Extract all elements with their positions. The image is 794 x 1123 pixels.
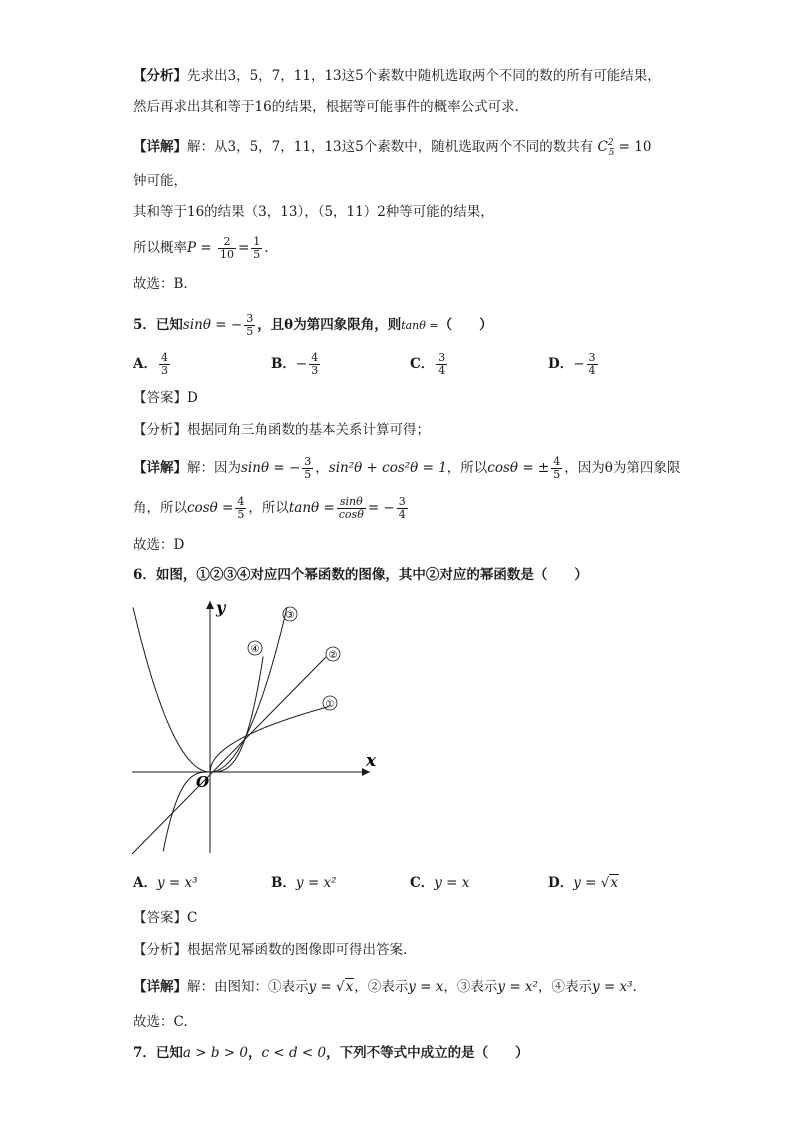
curve-2-line xyxy=(132,657,326,854)
prob-prefix: 所以概率 xyxy=(133,240,187,256)
analysis-text: 【分析】根据同角三角函数的基本关系计算可得； xyxy=(133,422,430,438)
q6-stem-text: 6．如图，①②③④对应四个幂函数的图像，其中②对应的幂函数是（ ） xyxy=(133,567,588,583)
y-axis-arrow xyxy=(206,601,214,609)
answer-text: 【答案】D xyxy=(133,390,198,406)
q6-answer-line xyxy=(133,1012,188,1032)
prob-eq: = xyxy=(237,240,250,256)
q7-stem: 7．已知a > b > 0，c < d < 0，下列不等式中成立的是（ ） xyxy=(133,1045,529,1061)
q6-option-a: A．y = x³ xyxy=(133,875,198,891)
q5-tan-expr: tanθ = xyxy=(401,319,439,332)
q4-analysis-line-2 xyxy=(133,97,528,117)
prob-fraction-2: $\frac{1}{5}$ xyxy=(253,235,261,261)
curve-4-cubic xyxy=(163,657,263,852)
q5-detail-line: 【详解】解：因为sinθ = − $\frac{3}{5}$ ，sin²θ + cos²θ = 1，所以cosθ = ± $\frac{4}{5}$ ，因为θ为第四象限 xyxy=(133,455,681,481)
q5-stem-fraction: $\frac{3}{5}$ xyxy=(246,312,254,338)
prob-symbol: P = xyxy=(187,240,212,256)
curve-2-label: ② xyxy=(328,650,338,661)
detail-tag: 【详解】 xyxy=(133,139,187,155)
q5-option-d: D．− $\frac{3}{4}$ xyxy=(548,351,596,377)
detail-text-3: 其和等于16的结果（3，13），（5，11）2种等可能的结果， xyxy=(133,204,494,220)
q6-analysis xyxy=(133,940,407,960)
detail-tag: 【详解】 xyxy=(133,979,187,995)
analysis-text: 先求出3，5，7，11，13这5个素数中随机选取两个不同的数的所有可能结果， xyxy=(187,68,661,84)
q7-number: 7．已知 xyxy=(133,1045,183,1061)
prob-end: . xyxy=(264,240,269,256)
choice-text: 故选：C. xyxy=(133,1014,188,1030)
q5-paren: （ ） xyxy=(438,317,493,333)
analysis-text: 【分析】根据常见幂函数的图像即可得出答案. xyxy=(133,942,408,958)
q4-detail-line-2 xyxy=(133,171,187,191)
x-axis-label: x xyxy=(366,751,377,771)
q6-stem xyxy=(133,565,588,585)
choice-text: 故选：D xyxy=(133,537,185,553)
q4-analysis-line xyxy=(133,66,661,86)
answer-text: 【答案】C xyxy=(133,910,198,926)
q6-option-b: B．y = x² xyxy=(271,875,337,891)
prob-fraction-1: $\frac{2}{10}$ xyxy=(219,235,234,261)
q5-option-c: C． $\frac{3}{4}$ xyxy=(410,351,446,377)
combination-value: = 10 xyxy=(618,139,652,155)
choice-text: 故选：B. xyxy=(133,276,188,292)
analysis-tag: 【分析】 xyxy=(133,68,187,84)
power-function-graph xyxy=(128,595,388,857)
q4-detail-line-3 xyxy=(133,202,494,222)
q5-sin-expr: sinθ = − xyxy=(182,317,243,333)
q6-option-c: C．y = x xyxy=(410,875,470,891)
q5-number: 5．已知 xyxy=(133,317,183,333)
curve-3-label: ③ xyxy=(285,610,295,621)
curve-1-sqrt xyxy=(210,707,329,772)
q5-detail-line-2: 角，所以cosθ = $\frac{4}{5}$ ，所以tanθ = $\frac{\sin\theta}{\cos\theta}$ = − $\frac{3}{4}$ xyxy=(133,495,406,521)
q5-answer-line xyxy=(133,535,184,555)
origin-label: O xyxy=(196,773,210,791)
detail-tag: 【详解】 xyxy=(133,460,187,476)
q5-option-b: B．− $\frac{4}{3}$ xyxy=(271,351,319,377)
q6-detail-line: 【详解】解：由图知：①表示y = √x，②表示y = x，③表示y = x²，④表示y = x³. xyxy=(133,979,637,995)
analysis-text-2: 然后再求出其和等于16的结果，根据等可能事件的概率公式可求． xyxy=(133,99,529,115)
q6-answer xyxy=(133,908,197,928)
combination-symbol: $C^2_5$ xyxy=(597,138,615,158)
q5-stem xyxy=(133,313,493,338)
detail-text: 解：从3，5，7，11，13这5个素数中，随机选取两个不同的数共有 xyxy=(187,139,594,155)
q4-detail-line xyxy=(133,133,651,163)
q5-analysis xyxy=(133,420,430,440)
q5-answer xyxy=(133,388,198,408)
curve-1-label: ① xyxy=(325,699,335,710)
detail-text-2: 钟可能， xyxy=(133,173,187,189)
q4-probability-line xyxy=(133,236,269,261)
q7-cond-2: c < d < 0 xyxy=(261,1045,327,1061)
q4-answer-line xyxy=(133,274,188,294)
q6-option-d: D．y = √x xyxy=(548,875,618,891)
curve-4-label: ④ xyxy=(250,644,260,655)
q7-cond-1: a > b > 0 xyxy=(182,1045,248,1061)
identity-expr: sin²θ + cos²θ = 1 xyxy=(328,460,447,476)
y-axis-label: y xyxy=(216,598,226,617)
q5-option-a: A． $\frac{4}{3}$ xyxy=(133,351,168,377)
q5-stem-mid: ，且θ为第四象限角，则 xyxy=(257,317,402,333)
